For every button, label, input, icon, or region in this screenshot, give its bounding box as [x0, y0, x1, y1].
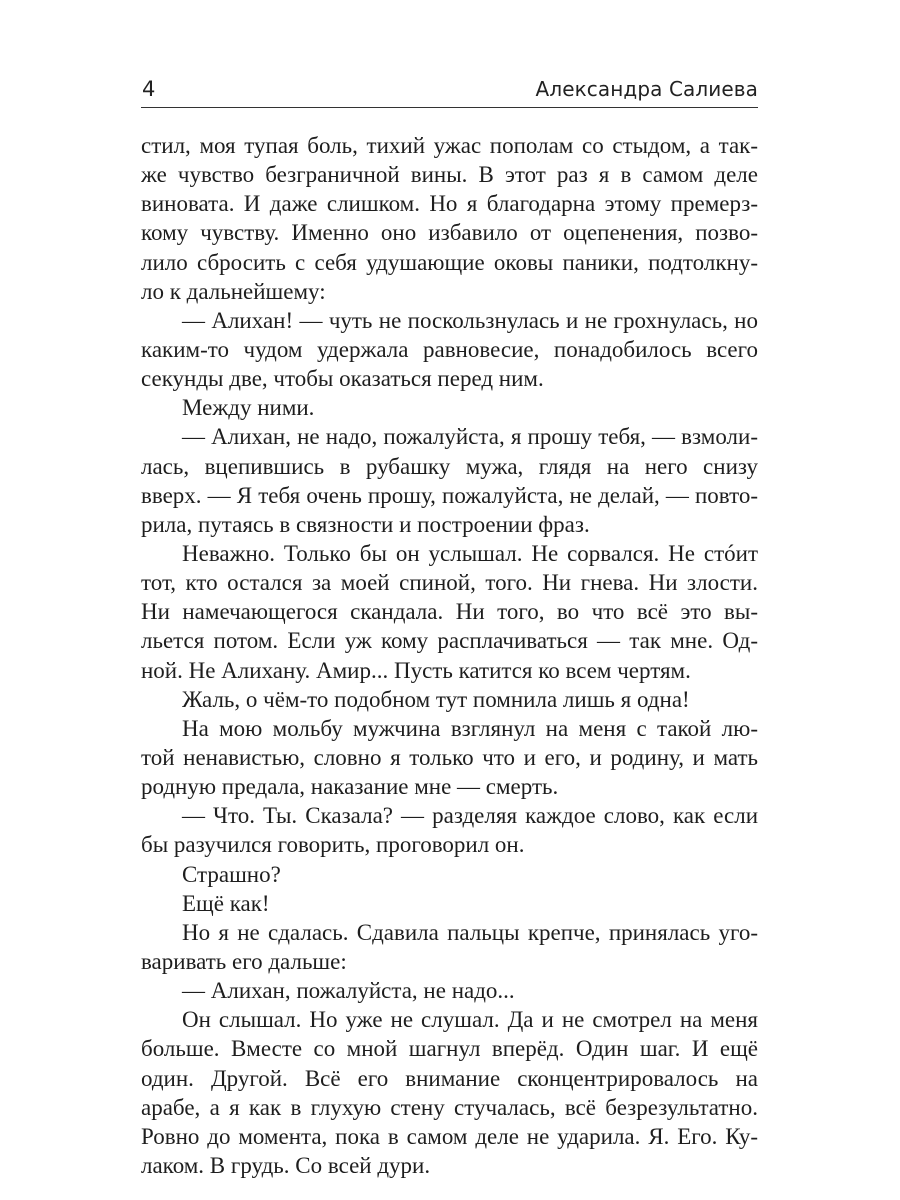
text-line: рила, путаясь в связности и построении фраз.	[141, 511, 590, 537]
text-line: льется потом. Если уж кому расплачиваться — так мне. Од-	[141, 628, 758, 654]
text-line: Между ними.	[182, 395, 315, 421]
text-line: стил, моя тупая боль, тихий ужас пополам со стыдом, а так-	[141, 133, 758, 158]
text-line: Жаль, о чём-то подобном тут помнила лишь я одна!	[182, 686, 690, 712]
text-line: тот, кто остался за моей спиной, того. Ни гнева. Ни злости.	[141, 570, 758, 596]
text-line: Ни намечающегося скандала. Ни того, во что всё это вы-	[141, 599, 758, 625]
text-line: больше. Вместе со мной шагнул вперёд. Один шаг. И ещё	[141, 1036, 758, 1062]
text-line: вверх. — Я тебя очень прошу, пожалуйста, не делай, — повто-	[141, 482, 758, 508]
text-line: — Алихан! — чуть не поскользнулась и не грохнулась, но	[182, 307, 758, 333]
text-line: Он слышал. Но уже не слушал. Да и не смотрел на меня	[182, 1007, 758, 1033]
text-line: каким-то чудом удержала равновесие, понадобилось всего	[141, 336, 758, 362]
text-line: лаком. В грудь. Со всей дури.	[141, 1152, 431, 1178]
text-line: родную предала, наказание мне — смерть.	[141, 774, 559, 800]
text-line: секунды две, чтобы оказаться перед ним.	[141, 366, 544, 392]
text-line: Ровно до момента, пока в самом деле не ударила. Я. Его. Ку-	[141, 1123, 758, 1149]
text-line: один. Другой. Всё его внимание сконцентрировалось на	[141, 1065, 758, 1091]
text-line: ной. Не Алихану. Амир... Пусть катится ко всем чертям.	[141, 657, 691, 683]
text-line: Но я не сдалась. Сдавила пальцы крепче, принялась уго-	[182, 919, 758, 945]
text-line: бы разучился говорить, проговорил он.	[141, 832, 525, 858]
text-line: Ещё как!	[182, 890, 270, 916]
body-text	[141, 131, 758, 1180]
text-line: лило сбросить с себя удушающие оковы паники, подтолкну-	[141, 249, 758, 275]
author-name: Александра Салиева	[535, 77, 758, 101]
text-line: — Алихан, пожалуйста, не надо...	[182, 978, 515, 1004]
text-line: кому чувству. Именно оно избавило от оцепенения, позво-	[141, 220, 758, 246]
text-line: Неважно. Только бы он услышал. Не сорвался. Не стóит	[182, 540, 758, 566]
text-line: арабе, а я как в глухую стену стучалась, всё безрезультатно.	[141, 1094, 758, 1120]
text-line: виновата. И даже слишком. Но я благодарна этому премерз-	[141, 191, 758, 217]
text-line: же чувство безграничной вины. В этот раз я в самом деле	[141, 162, 758, 188]
header-rule	[141, 107, 758, 108]
text-line: — Алихан, не надо, пожалуйста, я прошу тебя, — взмоли-	[182, 424, 758, 450]
text-line: той ненавистью, словно я только что и его, и родину, и мать	[141, 744, 758, 770]
running-header	[141, 76, 758, 104]
page-number: 4	[142, 77, 156, 101]
text-line: — Что. Ты. Сказала? — разделяя каждое слово, как если	[182, 803, 758, 829]
text-line: На мою мольбу мужчина взглянул на меня с такой лю-	[182, 715, 758, 741]
text-line: варивать его дальше:	[141, 948, 347, 974]
text-line: ло к дальнейшему:	[141, 278, 326, 304]
text-line: лась, вцепившись в рубашку мужа, глядя на него снизу	[141, 453, 758, 479]
text-line: Страшно?	[182, 861, 281, 887]
